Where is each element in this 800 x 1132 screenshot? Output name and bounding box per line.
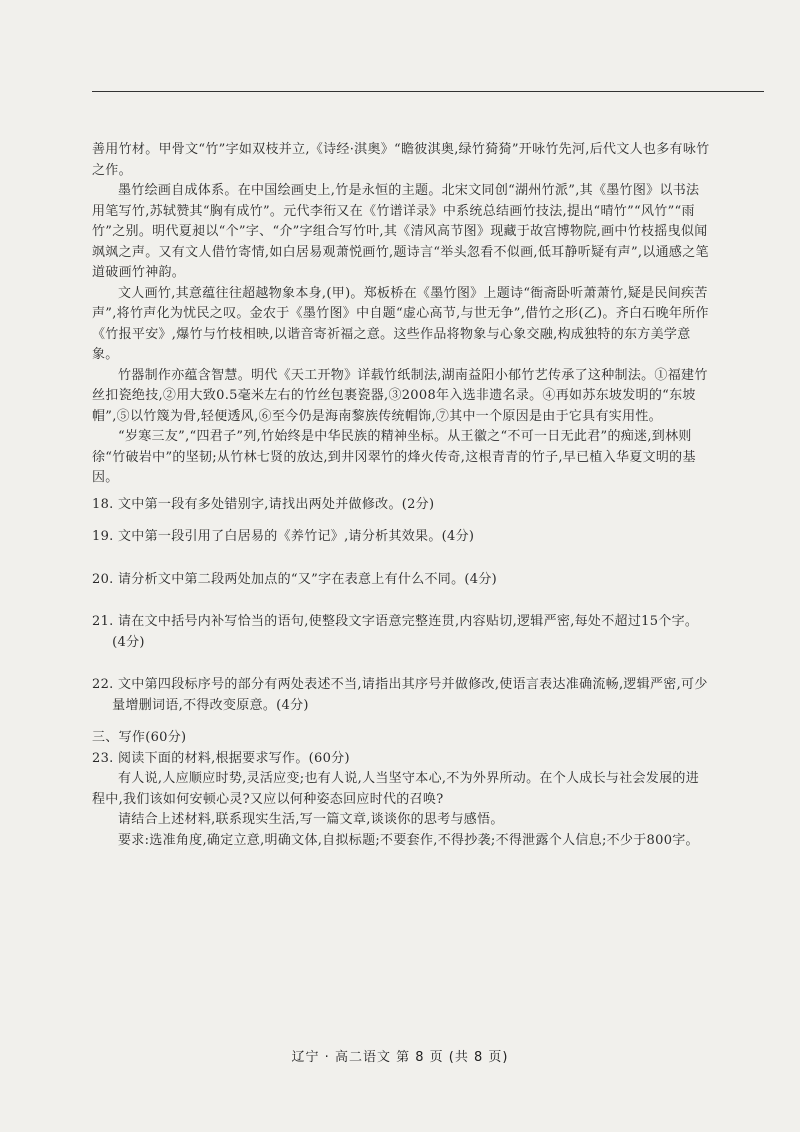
header-rule <box>92 91 764 92</box>
writing-instruction: 请结合上述材料,联系现实生活,写一篇文章,谈谈你的思考与感悟。 <box>118 812 504 827</box>
paragraph-3-part-c: )。齐白石晚年所作《竹报平安》,爆竹与竹枝相映,以谐音寄祈福之意。这些作品将物象与心象交融,构成独特的东方美学意象。 <box>92 306 709 362</box>
question-21: 21. 请在文中括号内补写恰当的语句,使整段文字语意完整连贯,内容贴切,逻辑严密,每处不超过15个字。(4分) <box>92 614 699 650</box>
writing-section-title: 三、写作(60分) <box>92 730 187 745</box>
question-23: 23. 阅读下面的材料,根据要求写作。(60分) <box>92 750 350 766</box>
passage-paragraph-5: “岁寒三友”,“四君子”列,竹始终是中华民族的精神坐标。从王徽之“不可一日无此君”的痴迷,到林则徐“竹破岩中”的坚韧;从竹林七贤的放达,到井冈翠竹的烽火传奇,这根青青的竹子,早已植入华夏文明的基因。 <box>92 429 696 485</box>
blank-jia: 甲 <box>331 285 346 301</box>
question-19: 19. 文中第一段引用了白居易的《养竹记》,请分析其效果。(4分) <box>92 529 475 544</box>
passage-paragraph-2: 墨竹绘画自成体系。在中国绘画史上,竹是永恒的主题。北宋文同创“湖州竹派”,其《墨竹图》以书法用笔写竹,苏轼赞其“胸有成竹”。元代李衎又在《竹谱详录》中系统总结画竹技法,提出“晴竹”“风竹”“雨竹”之别。明代夏昶以“个”字、“介”字组合写竹叶,其《清风高节图》现藏于故宫博物院,画中竹枝摇曳似闻飒飒之声。又有文人借竹寄情,如白居易观萧悦画竹,题诗言“举头忽看不似画,低耳静听疑有声”,以通感之笔道破画竹神韵。 <box>92 183 709 280</box>
paragraph-3-part-b: )。郑板桥在《墨竹图》上题诗“衙斋卧听萧萧竹,疑是民间疾苦声”,将竹声化为忧民之叹。金农于《墨竹图》中自题“虚心高节,与世无争”,借竹之形( <box>92 285 708 321</box>
passage-paragraph-3 <box>92 284 712 366</box>
page-footer: 辽宁 · 高二语文 第 8 页 (共 8 页) <box>291 1050 509 1065</box>
blank-yi: 乙 <box>583 306 598 321</box>
question-20: 20. 请分析文中第二段两处加点的“又”字在表意上有什么不同。(4分) <box>92 571 498 587</box>
writing-requirements: 要求:选准角度,确定立意,明确文体,自拟标题;不要套作,不得抄袭;不得泄露个人信息;不少于800字。 <box>118 832 699 848</box>
paragraph-3-part-a: 文人画竹,其意蕴往往超越物象本身,( <box>118 285 332 301</box>
writing-material: 有人说,人应顺应时势,灵活应变;也有人说,人当坚守本心,不为外界所动。在个人成长与社会发展的进程中,我们该如何安顿心灵?又应以何种姿态回应时代的召唤? <box>92 771 700 807</box>
passage-paragraph-4: 竹器制作亦蕴含智慧。明代《天工开物》详载竹纸制法,湖南益阳小郁竹艺传承了这种制法。①福建竹丝扣瓷绝技,②用大致0.5毫米左右的竹丝包裹瓷器,③2008年入选非遗名录。④再如苏东坡发明的“东坡帽”,⑤以竹篾为骨,轻便透风,⑥至今仍是海南黎族传统帽饰,⑦其中一个原因是由于它具有实用性。 <box>92 367 708 424</box>
question-22: 22. 文中第四段标序号的部分有两处表述不当,请指出其序号并做修改,使语言表达准确流畅,逻辑严密,可少量增删词语,不得改变原意。(4分) <box>92 677 708 713</box>
question-18: 18. 文中第一段有多处错别字,请找出两处并做修改。(2分) <box>92 496 435 512</box>
passage-paragraph-1: 善用竹材。甲骨文“竹”字如双枝并立,《诗经·淇奥》“瞻彼淇奥,绿竹猗猗”开咏竹先河,后代文人也多有咏竹之作。 <box>92 142 710 178</box>
exam-page <box>92 140 712 851</box>
